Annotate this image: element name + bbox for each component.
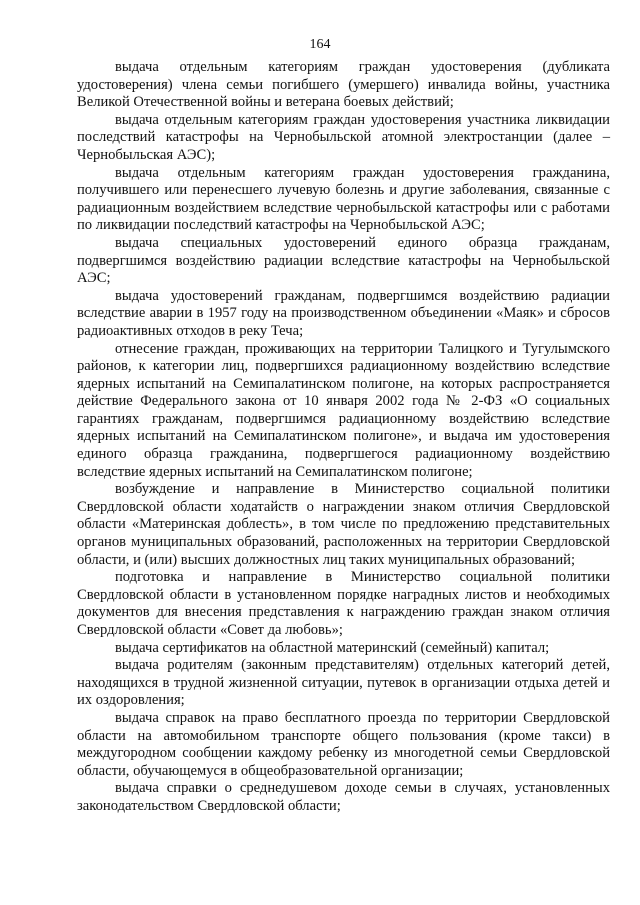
list-item: выдача отдельным категориям граждан удостоверения участника ликвидации последствий катастрофы на Чернобыльской атомной электростанции (далее – Чернобыльская АЭС); [77,111,610,163]
list-item: выдача родителям (законным представителям) отдельных категорий детей, находящихся в трудной жизненной ситуации, путевок в организации отдыха детей и их оздоровления; [77,657,610,709]
list-item: выдача отдельным категориям граждан удостоверения (дубликата удостоверения) члена семьи погибшего (умершего) инвалида войны, участника Великой Отечественной войны и ветерана боевых действий; [77,59,610,111]
list-item: выдача удостоверений гражданам, подвергшимся воздействию радиации вследствие аварии в 1957 году на производственном объединении «Маяк» и сбросов радиоактивных отходов в реку Теча; [77,287,610,339]
page-number: 164 [309,37,331,52]
list-item: выдача специальных удостоверений единого образца гражданам, подвергшимся воздействию радиации вследствие катастрофы на Чернобыльской АЭС; [77,234,610,287]
list-item: возбуждение и направление в Министерство социальной политики Свердловской области ходатайств о награждении знаком отличия Свердловской области «Материнская доблесть», в том числе по предложению представительных органов муниципальных образований, расположенных на территории Свердловской области, и (или) высших должностных лиц таких муниципальных образований; [77,481,610,568]
list-item: подготовка и направление в Министерство социальной политики Свердловской области в установленном порядке наградных листов и необходимых документов для внесения представления к награждению граждан знаком отличия Свердловской области «Совет да любовь»; [77,569,610,638]
document-body [77,59,610,816]
list-item: выдача сертификатов на областной материнский (семейный) капитал; [115,639,550,656]
list-item: отнесение граждан, проживающих на территории Талицкого и Тугулымского районов, к категории лиц, подвергшихся радиационному воздействию вследствие ядерных испытаний на Семипалатинском полигоне, на которых распространяется действие Федерального закона от 10 января 2002 года № 2-ФЗ «О социальных гарантиях гражданам, подвергшимся радиационному воздействию вследствие ядерных испытаний на Семипалатинском полигоне», и выдача им удостоверения единого образца гражданина, подвергшегося радиационному воздействию вследствие ядерных испытаний на Семипалатинском полигоне; [77,340,610,480]
list-item: выдача справок на право бесплатного проезда по территории Свердловской области на автомобильном транспорте общего пользования (кроме такси) в междугородном сообщении каждому ребенку из многодетной семьи Свердловской области, обучающемуся в общеобразовательной организации; [77,709,610,779]
list-item: выдача справки о среднедушевом доходе семьи в случаях, установленных законодательством Свердловской области; [77,780,610,814]
list-item: выдача отдельным категориям граждан удостоверения гражданина, получившего или перенесшего лучевую болезнь и другие заболевания, связанные с радиационным воздействием вследствие чернобыльской катастрофы или с работами по ликвидации последствий катастрофы на Чернобыльской АЭС; [77,164,610,234]
